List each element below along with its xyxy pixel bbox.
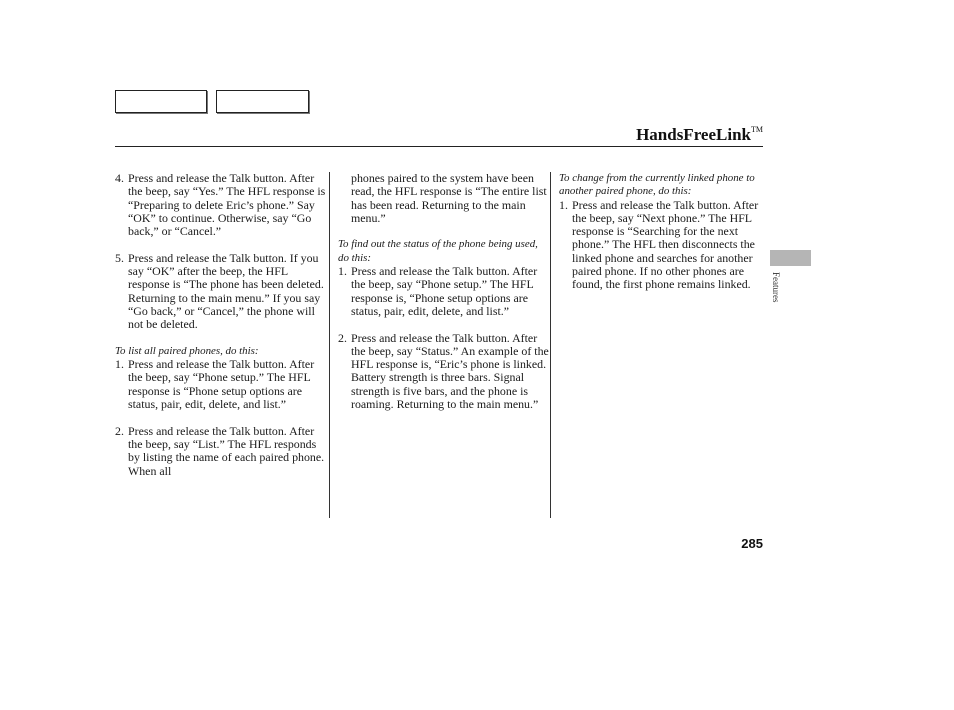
step-4: [115, 172, 330, 238]
step-number: 1.: [338, 264, 347, 279]
header-rule: [115, 146, 763, 147]
column-divider: [329, 172, 330, 518]
text-column-1: [115, 172, 330, 478]
list-step-2: [115, 425, 330, 478]
step-text: Press and release the Talk button. After the beep, say “Yes.” The HFL response is “Preparing to delete Eric’s phone.” Say “OK” to continue. Otherwise, say “Go back,” or “Cancel.”: [128, 171, 326, 239]
step-number: 5.: [115, 250, 124, 265]
change-step-1: [559, 199, 763, 292]
text-column-3: [559, 172, 763, 292]
step-text: Press and release the Talk button. After the beep, say “Phone setup.” The HFL response is “Phone setup options are status, pair, edit, delete, and list.”: [128, 357, 315, 412]
list-step-1: [115, 358, 330, 411]
step-text: Press and release the Talk button. If you say “OK” after the beep, the HFL response is “The phone has been deleted. Returning to the main menu.” If you say “Go back,” or “Cancel,” the phone will not be deleted.: [128, 250, 324, 332]
text-column-2: [338, 172, 550, 411]
step-number: 1.: [115, 357, 124, 372]
phone-status-heading: To find out the status of the phone being used, do this:: [338, 238, 538, 264]
step-number: 2.: [338, 330, 347, 345]
step-text: Press and release the Talk button. After the beep, say “Next phone.” The HFL response is “Searching for the next phone.” The HFL then disconnects the linked phone and searches for another paired phone. If no other phones are found, the first phone remains linked.: [572, 197, 759, 292]
step-number: 1.: [559, 197, 568, 212]
status-step-2: [338, 332, 550, 412]
step-number: 2.: [115, 423, 124, 438]
page-title-text: HandsFreeLink: [636, 125, 751, 144]
section-tab-label: Features: [771, 272, 781, 303]
column-divider: [550, 172, 551, 518]
list-phones-heading: To list all paired phones, do this:: [115, 344, 259, 357]
step-text: Press and release the Talk button. After the beep, say “Phone setup.” The HFL response is, “Phone setup options are status, pair, edit, delete, and list.”: [351, 264, 538, 318]
list-step-2-continued: phones paired to the system have been read, the HFL response is “The entire list has been read. Returning to the main menu.”: [351, 171, 547, 225]
step-text: Press and release the Talk button. After the beep, say “Status.” An example of the HFL response is, “Eric’s phone is linked. Battery strength is three bars. Signal strength is five bars, and the phone is roaming. Returning to the main menu.”: [351, 330, 549, 412]
step-5: [115, 252, 330, 332]
section-tab[interactable]: [770, 250, 811, 266]
step-number: 4.: [115, 171, 124, 185]
change-phone-heading: To change from the currently linked phone to another paired phone, do this:: [559, 172, 755, 198]
status-step-1: [338, 265, 550, 318]
page-number: 285: [741, 536, 763, 551]
page-title: [636, 120, 763, 145]
next-page-button[interactable]: [216, 90, 309, 113]
previous-page-button[interactable]: [115, 90, 207, 113]
step-text: Press and release the Talk button. After the beep, say “List.” The HFL responds by listing the name of each paired phone. When all: [128, 423, 325, 478]
trademark-mark: TM: [751, 125, 763, 134]
